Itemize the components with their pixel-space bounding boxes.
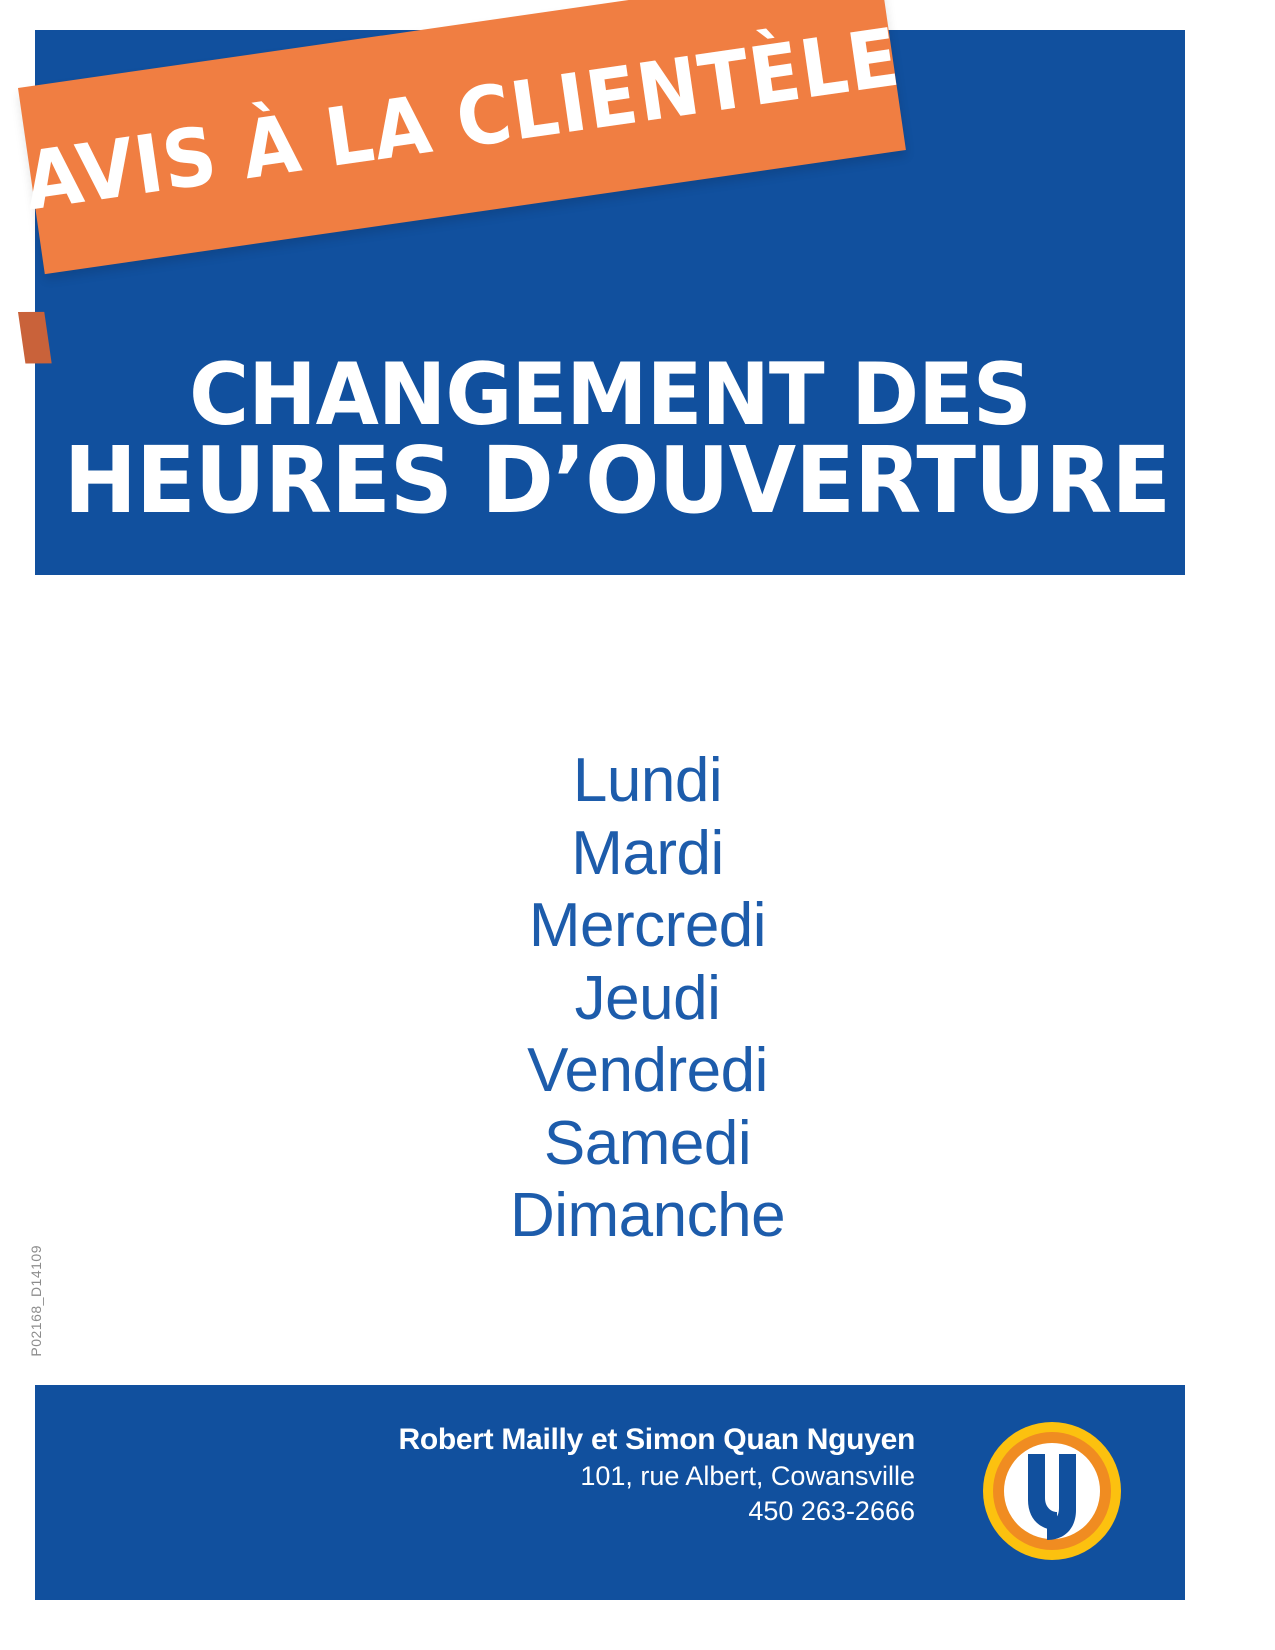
notice-ribbon-label: AVIS À LA CLIENTÈLE [18, 10, 906, 228]
days-list [0, 745, 1275, 1253]
footer-banner [35, 1385, 1185, 1600]
footer-owner-names: Robert Mailly et Simon Quan Nguyen [398, 1423, 915, 1456]
list-item: Samedi [543, 1108, 752, 1178]
footer-phone: 450 263-2666 [748, 1496, 915, 1526]
list-item: Mercredi [528, 891, 767, 961]
list-item: Vendredi [527, 1036, 768, 1106]
page-title-line-2: HEURES D’OUVERTURE [63, 426, 1171, 534]
footer-address: 101, rue Albert, Cowansville [580, 1461, 915, 1491]
footer-contact-block [398, 1423, 915, 1527]
document-reference-code: P02168_D14109 [28, 1245, 44, 1357]
page-title-line-1: CHANGEMENT DES [189, 345, 1031, 445]
list-item: Mardi [571, 818, 724, 888]
brand-logo-icon [981, 1420, 1123, 1562]
list-item: Lundi [572, 746, 723, 815]
page-title [35, 345, 1185, 534]
list-item: Dimanche [509, 1181, 786, 1251]
list-item: Jeudi [574, 963, 721, 1033]
